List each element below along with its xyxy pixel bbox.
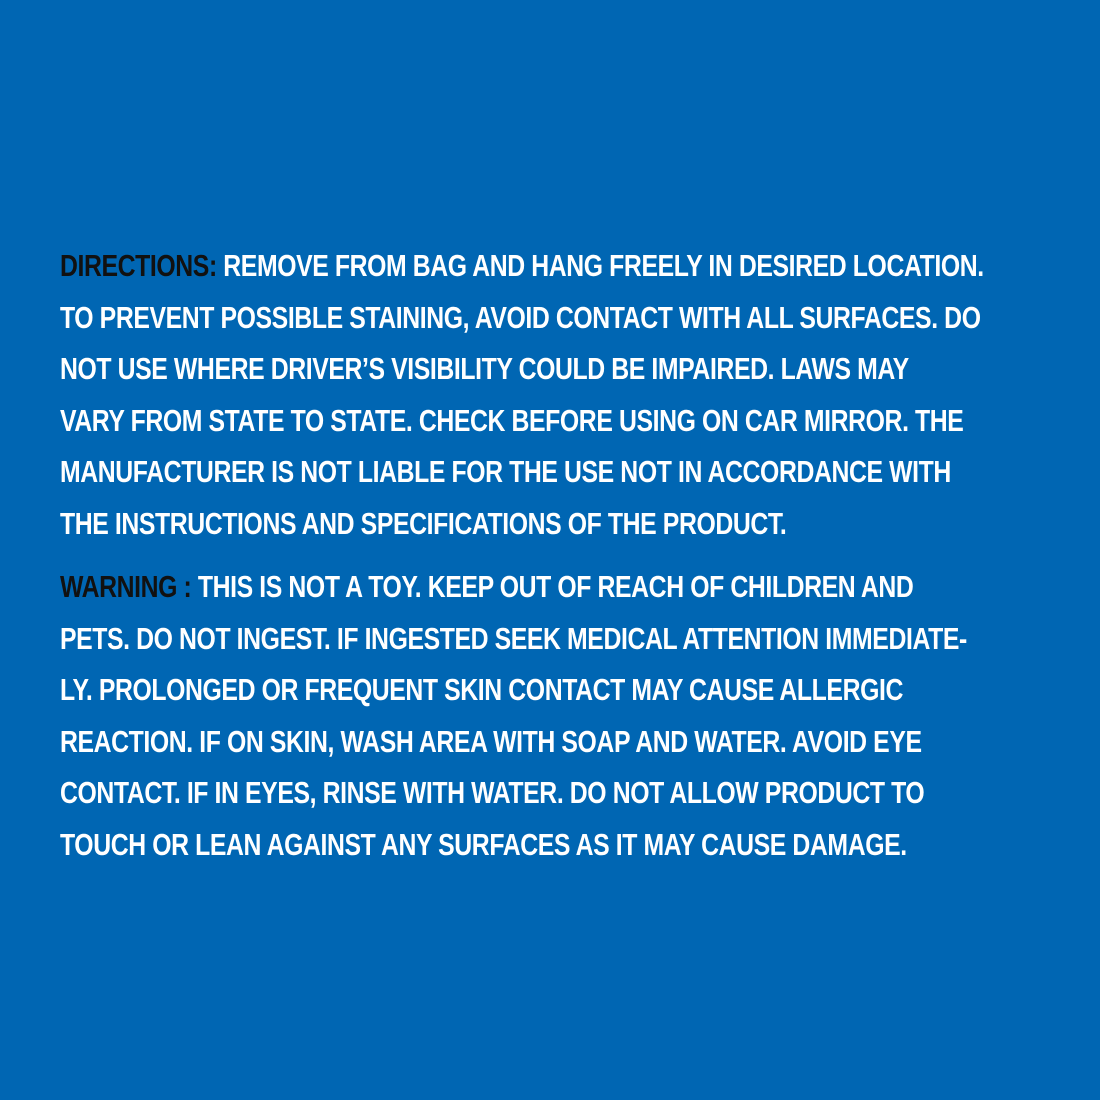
directions-line: THE INSTRUCTIONS AND SPECIFICATIONS OF THE PRODUCT. — [60, 505, 787, 541]
warning-line: REACTION. IF ON SKIN, WASH AREA WITH SOAP AND WATER. AVOID EYE — [60, 723, 922, 759]
warning-line: LY. PROLONGED OR FREQUENT SKIN CONTACT MAY CAUSE ALLERGIC — [60, 672, 903, 707]
directions-line: NOT USE WHERE DRIVER’S VISIBILITY COULD BE IMPAIRED. LAWS MAY — [60, 351, 909, 386]
directions-heading: DIRECTIONS: — [60, 248, 217, 283]
directions-line: VARY FROM STATE TO STATE. CHECK BEFORE USING ON CAR MIRROR. THE — [60, 402, 964, 438]
directions-text: REMOVE FROM BAG AND HANG FREELY IN DESIRED LOCATION. — [223, 248, 984, 283]
directions-line: TO PREVENT POSSIBLE STAINING, AVOID CONTACT WITH ALL SURFACES. DO — [60, 299, 981, 335]
warning-heading: WARNING : — [60, 569, 192, 604]
warning-line: CONTACT. IF IN EYES, RINSE WITH WATER. DO NOT ALLOW PRODUCT TO — [60, 775, 925, 810]
directions-paragraph — [60, 240, 1050, 549]
directions-line — [60, 240, 1050, 292]
directions-line: MANUFACTURER IS NOT LIABLE FOR THE USE NOT IN ACCORDANCE WITH — [60, 454, 951, 489]
paragraph-spacer — [60, 549, 1050, 561]
warning-line: TOUCH OR LEAN AGAINST ANY SURFACES AS IT MAY CAUSE DAMAGE. — [60, 826, 907, 862]
label-text-panel — [60, 240, 1050, 870]
warning-line — [60, 561, 1050, 613]
warning-paragraph — [60, 561, 1050, 870]
warning-line: PETS. DO NOT INGEST. IF INGESTED SEEK MEDICAL ATTENTION IMMEDIATE- — [60, 620, 967, 656]
warning-text: THIS IS NOT A TOY. KEEP OUT OF REACH OF CHILDREN AND — [197, 569, 914, 604]
